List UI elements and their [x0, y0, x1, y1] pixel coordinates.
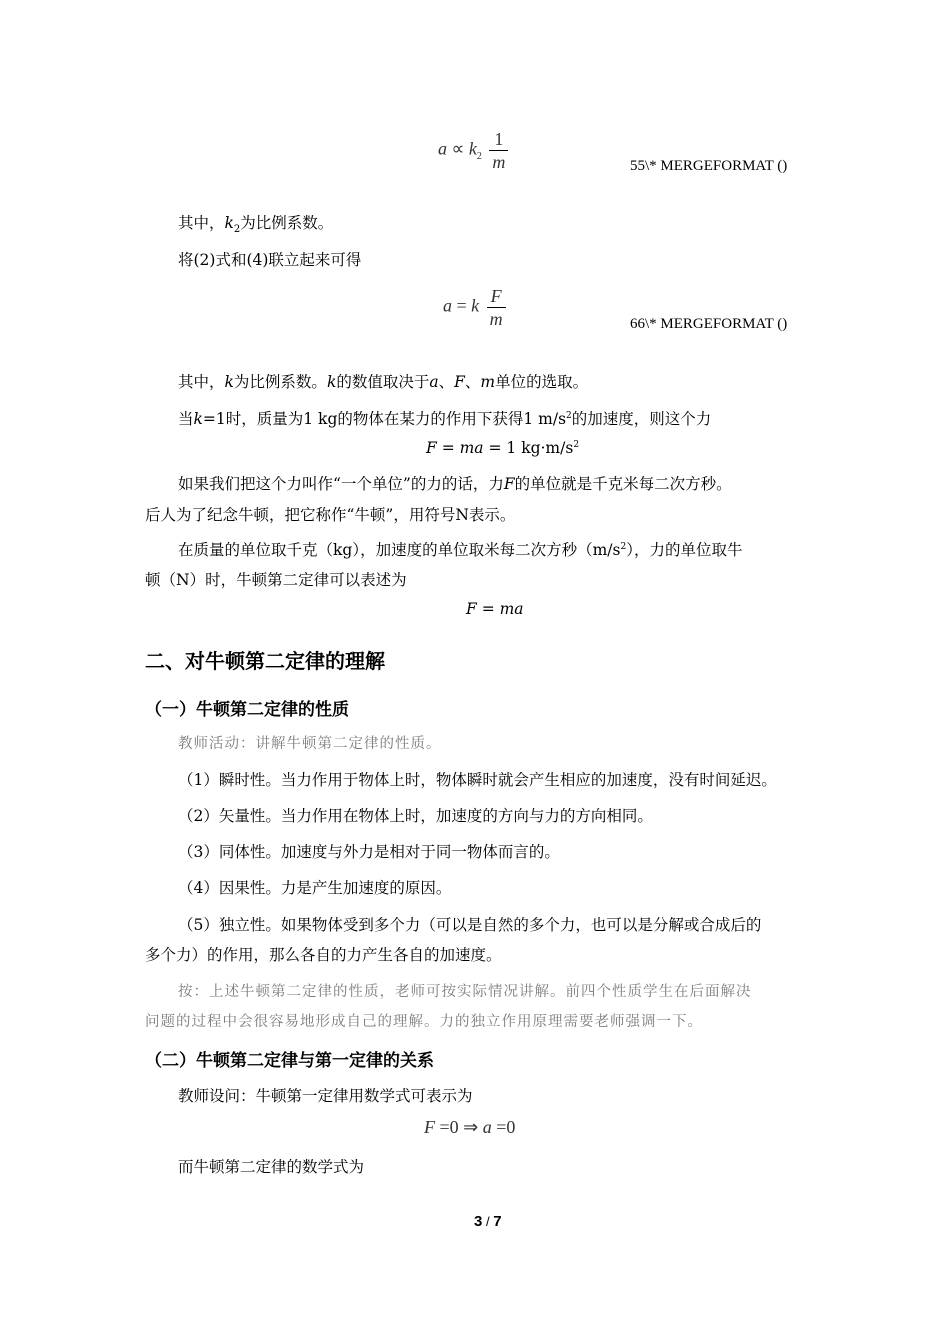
equation-6	[443, 285, 509, 330]
p3-k2: k	[326, 373, 337, 391]
p4-sup: 2	[566, 410, 572, 421]
p3-s2: 、	[464, 373, 481, 391]
eq-first-end: =0	[491, 1117, 516, 1137]
eq5-k: k	[468, 138, 477, 159]
eq5-k-sub: 2	[476, 151, 482, 163]
subsection-heading-relation: （二）牛顿第二定律与第一定律的关系	[145, 1051, 434, 1071]
eq6-k: k	[471, 295, 480, 316]
eq6-fraction	[487, 285, 506, 330]
page-total: 7	[493, 1213, 502, 1230]
property-1: （1）瞬时性。当力作用于物体上时，物体瞬时就会产生相应的加速度，没有时间延迟。	[178, 771, 777, 789]
p1-a: 其中，	[178, 214, 225, 232]
property-5-line2: 多个力）的作用，那么各自的力产生各自的加速度。	[145, 946, 502, 964]
page-number	[474, 1213, 502, 1230]
eq6-denominator: m	[489, 309, 503, 329]
p6-sup: 2	[620, 541, 627, 552]
eq5-prop: ∝	[451, 138, 465, 159]
paragraph-combine: 将(2)式和(4)联立起来可得	[178, 251, 362, 269]
p4-c: 的加速度，则这个力	[571, 410, 712, 428]
equation-unit	[426, 437, 579, 459]
paragraph-unit-name-line2: 后人为了纪念牛顿，把它称作“牛顿”，用符号N表示。	[145, 506, 516, 524]
p3-v2: F	[454, 373, 465, 391]
eq-unit-ma: ma	[459, 439, 484, 457]
subsection-heading-properties: （一）牛顿第二定律的性质	[145, 700, 349, 720]
property-4: （4）因果性。力是产生加速度的原因。	[178, 879, 452, 897]
eq6-numerator: F	[487, 285, 506, 308]
equation-f-ma	[466, 598, 524, 620]
p4-b: =1时，质量为1 kg的物体在某力的作用下获得1 m/s	[202, 410, 567, 428]
p6-line1b: ），力的单位取牛	[626, 541, 743, 559]
eq-first-mid: =0 ⇒	[435, 1117, 483, 1137]
p3-a: 其中，	[178, 373, 225, 391]
paragraph-second-law-formula: 而牛顿第二定律的数学式为	[178, 1158, 365, 1176]
equation-first-law	[424, 1117, 515, 1138]
p3-d: 单位的选取。	[495, 373, 589, 391]
remark-line1: 按：上述牛顿第二定律的性质，老师可按实际情况讲解。前四个性质学生在后面解决	[178, 984, 752, 1000]
remark-line2: 问题的过程中会很容易地形成自己的理解。力的独立作用原理需要老师强调一下。	[145, 1014, 703, 1030]
eq-unit-rest: = 1 kg·m/s	[483, 439, 574, 457]
teacher-activity-note: 教师活动：讲解牛顿第二定律的性质。	[178, 736, 442, 752]
p5-line1a: 如果我们把这个力叫作“一个单位”的力的话，力	[178, 475, 504, 493]
eq-first-F: F	[424, 1117, 435, 1137]
p3-v1: a	[429, 373, 439, 391]
paragraph-k2-definition	[178, 212, 333, 234]
eq-first-a: a	[482, 1117, 492, 1137]
p3-b: 为比例系数。	[233, 373, 327, 391]
eq6-eq: =	[456, 295, 467, 316]
p5-F: F	[503, 475, 515, 493]
eq5-denominator: m	[492, 152, 506, 172]
p6-line1a: 在质量的单位取千克（kg），加速度的单位取米每二次方秒（m/s	[178, 541, 621, 559]
property-5-line1: （5）独立性。如果物体受到多个力（可以是自然的多个力，也可以是分解或合成后的	[178, 916, 762, 934]
p3-k1: k	[224, 373, 234, 391]
eq-unit-F: F	[426, 439, 437, 457]
eq-unit-eq: =	[436, 439, 460, 457]
property-2: （2）矢量性。当力作用在物体上时，加速度的方向与力的方向相同。	[178, 807, 653, 825]
equation-5	[438, 128, 511, 173]
page-separator: /	[482, 1214, 494, 1229]
p1-k: k	[224, 214, 234, 232]
eq-unit-sup: 2	[573, 439, 580, 450]
p3-c: 的数值取决于	[336, 373, 430, 391]
page-current: 3	[474, 1213, 483, 1230]
section-heading-understanding: 二、对牛顿第二定律的理解	[145, 649, 385, 673]
p3-v3: m	[480, 373, 496, 391]
p3-s1: 、	[438, 373, 455, 391]
p4-a: 当	[178, 410, 194, 428]
eq-fma-eq: =	[476, 600, 500, 618]
eq-fma-ma: ma	[499, 600, 524, 618]
paragraph-unit-name-line1	[178, 473, 732, 495]
p4-k: k	[193, 410, 203, 428]
eq-fma-F: F	[466, 600, 477, 618]
paragraph-si-units-line1	[178, 539, 742, 561]
eq5-fraction	[489, 128, 508, 173]
p1-k-sub: 2	[233, 224, 241, 236]
paragraph-k-equals-1	[178, 408, 711, 430]
p1-b: 为比例系数。	[240, 214, 334, 232]
paragraph-si-units-line2: 顿（N）时，牛顿第二定律可以表述为	[145, 571, 407, 589]
eq5-numerator: 1	[489, 128, 508, 151]
teacher-question: 教师设问：牛顿第一定律用数学式可表示为	[178, 1087, 473, 1105]
eq6-lhs: a	[443, 295, 452, 316]
p5-line1b: 的单位就是千克米每二次方秒。	[514, 475, 732, 493]
equation-5-label: 55\* MERGEFORMAT ()	[630, 158, 788, 174]
equation-6-label: 66\* MERGEFORMAT ()	[630, 316, 788, 332]
eq5-lhs: a	[438, 138, 447, 159]
property-3: （3）同体性。加速度与外力是相对于同一物体而言的。	[178, 843, 560, 861]
paragraph-k-definition	[178, 371, 588, 393]
